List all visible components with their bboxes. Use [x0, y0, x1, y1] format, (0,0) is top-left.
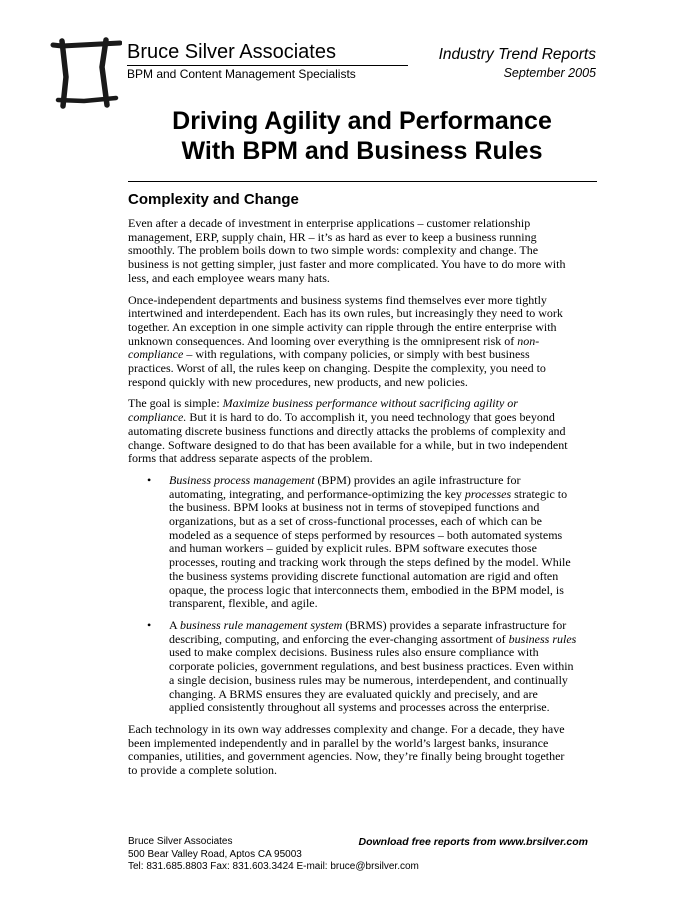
list-item: [128, 619, 598, 715]
text-line: to provide a complete solution.: [128, 763, 277, 778]
text-run: But it is hard to do. To accomplish it, you need technology that goes beyond: [186, 410, 555, 425]
text-line: applied consistently throughout all systems and processes across the enterprise.: [169, 700, 550, 715]
title-line: With BPM and Business Rules: [181, 137, 543, 165]
emphasis: business rule management system: [180, 617, 343, 632]
text-line: companies, utilities, and government agencies. Now, they’re finally being brought together: [128, 749, 565, 764]
text-line: [128, 397, 598, 411]
text-line: corporate policies, government regulations, and best business practices. Even within: [169, 659, 574, 674]
emphasis: processes: [464, 486, 512, 501]
text-run: describing, computing, and enforcing the ever-changing assortment of: [169, 631, 509, 646]
section-heading: Complexity and Change: [128, 191, 299, 208]
document-body: [128, 217, 598, 778]
company-logo: [50, 37, 122, 109]
emphasis: Maximize business performance without sacrificing agility or: [222, 396, 518, 411]
text-run: strategic to: [511, 486, 568, 501]
paragraph: [128, 294, 598, 390]
text-run: (BPM) provides an agile infrastructure for: [314, 472, 521, 487]
footer-address: 500 Bear Valley Road, Aptos CA 95003: [128, 848, 302, 860]
text-line: forms that address separate aspects of the problem.: [128, 451, 373, 466]
text-line: [128, 411, 598, 425]
list-item: [128, 474, 598, 611]
logo-mark-icon: [50, 37, 122, 109]
text-line: automating discrete business functions and directly attacks the problems of complexity and: [128, 423, 566, 438]
text-line: Even after a decade of investment in enterprise applications – customer relationship: [128, 216, 531, 230]
text-line: changing. A BRMS ensures they are evaluated quickly and precisely, and are: [169, 686, 538, 701]
text-line: modeled as a sequence of steps performed by resources – both automated systems: [169, 527, 563, 542]
company-name: Bruce Silver Associates: [127, 41, 336, 63]
text-line: transparent, flexible, and agile.: [169, 596, 318, 611]
footer-company: Bruce Silver Associates: [128, 836, 233, 847]
text-run: (BRMS) provides a separate infrastructure for: [342, 617, 567, 632]
text-line: [128, 335, 598, 349]
report-series: Industry Trend Reports: [438, 46, 596, 63]
text-line: practices. Worst of all, the rules keep on changing. Despite the complexity, you need to: [128, 361, 546, 376]
emphasis: Business process management: [169, 472, 315, 487]
text-line: [169, 633, 598, 647]
bullet-icon: •: [147, 617, 152, 632]
title-line: Driving Agility and Performance: [172, 107, 552, 135]
text-run: unknown consequences. And looming over everything is the omnipresent risk of: [128, 333, 518, 348]
footer-contact: Tel: 831.685.8803 Fax: 831.603.3424 E-mail: bruce@brsilver.com: [128, 861, 419, 873]
text-line: [169, 474, 598, 488]
text-line: [128, 348, 598, 362]
report-date: September 2005: [503, 66, 596, 80]
text-line: Once-independent departments and business systems find themselves ever more tightly: [128, 292, 547, 307]
text-line: change. Software designed to do that has been available for a while, but in two independent: [128, 437, 568, 452]
text-run: The goal is simple:: [128, 396, 223, 411]
text-run: automating, integrating, and performance-optimizing the key: [169, 486, 465, 501]
bullet-list: [128, 474, 598, 715]
text-line: [169, 619, 598, 633]
paragraph: [128, 217, 598, 286]
header-divider: [127, 65, 408, 66]
text-line: business is not getting simpler, just faster and more complicated. You have to do more with: [128, 257, 566, 272]
text-line: the business systems providing discrete functional automation are rigid and often: [169, 568, 559, 583]
text-line: less, and each employee wears many hats.: [128, 270, 330, 285]
page-footer: [128, 836, 598, 874]
text-line: Each technology in its own way addresses complexity and change. For a decade, they have: [128, 721, 565, 736]
emphasis: compliance: [128, 347, 184, 362]
text-line: [169, 488, 598, 502]
text-line: together. An exception in one simple activity can ripple through the entire enterprise with: [128, 319, 557, 334]
text-line: a single decision, business rules may be numerous, interdependent, and continually: [169, 672, 568, 687]
text-line: management, ERP, supply chain, HR – it’s as hard as ever to keep a business running: [128, 229, 537, 244]
bullet-icon: •: [147, 472, 152, 487]
text-line: processes, routing and tracking work through the steps defined by the model. While: [169, 555, 571, 570]
document-title: [128, 106, 596, 166]
paragraph: [128, 723, 598, 778]
company-tagline: BPM and Content Management Specialists: [127, 67, 356, 81]
emphasis: compliance.: [128, 410, 187, 425]
text-run: A: [169, 617, 181, 632]
text-line: the business. BPM looks at business not in terms of stovepiped functions and: [169, 500, 540, 515]
text-line: used to make complex decisions. Business rules also ensure compliance with: [169, 645, 539, 660]
text-line: smoothly. The problem boils down to two simple words: complexity and change. The: [128, 243, 539, 258]
text-line: intertwined and interdependent. Each has its own rules, but increasingly they need to work: [128, 306, 563, 321]
text-line: respond quickly with new procedures, new products, and new policies.: [128, 374, 468, 389]
emphasis: non-: [517, 333, 540, 348]
text-line: and human workers – guided by explicit rules. BPM software executes those: [169, 541, 537, 556]
text-line: opaque, the process logic that interconnects them, embodied in the BPM model, is: [169, 582, 564, 597]
text-run: – with regulations, with company policies, or simply with best business: [183, 347, 530, 362]
text-line: organizations, but as a set of cross-functional processes, each of which can be: [169, 514, 542, 529]
title-divider: [128, 181, 597, 182]
paragraph: [128, 397, 598, 466]
download-link[interactable]: Download free reports from www.brsilver.com: [358, 836, 588, 848]
emphasis: business rules: [508, 631, 577, 646]
text-line: been implemented independently and in parallel by the world’s largest banks, insurance: [128, 735, 549, 750]
